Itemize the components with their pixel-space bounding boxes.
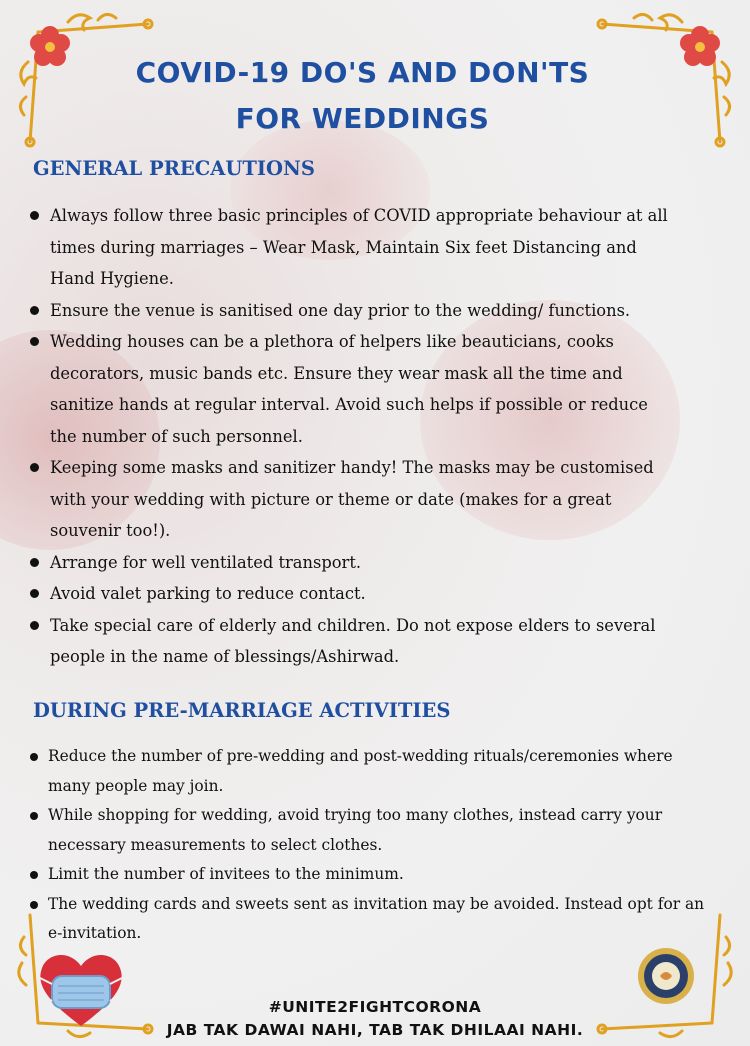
heart-with-mask-icon: [36, 948, 126, 1030]
list-item: Ensure the venue is sanitised one day prior to the wedding/ functions.: [30, 295, 670, 327]
list-item: While shopping for wedding, avoid trying too many clothes, instead carry your necessary measurements to select clothes.: [30, 801, 705, 860]
list-item: Keeping some masks and sanitizer handy! The masks may be customised with your wedding with picture or theme or date (makes for a great souvenir too!).: [30, 452, 670, 547]
list-item: The wedding cards and sweets sent as invitation may be avoided. Instead opt for an e-invitation.: [30, 890, 705, 949]
title-line-1: COVID-19 DO'S AND DON'TS: [135, 56, 590, 89]
list-item: Wedding houses can be a plethora of helpers like beauticians, cooks decorators, music bands etc. Ensure they wear mask all the time and sanitize hands at regular interval. Avoid such helps if possible or reduce the number of such personnel.: [30, 326, 670, 452]
slogan: JAB TAK DAWAI NAHI, TAB TAK DHILAAI NAHI.: [166, 1021, 584, 1039]
title-line-2: FOR WEDDINGS: [235, 102, 490, 135]
general-precautions-heading: GENERAL PRECAUTIONS: [33, 157, 315, 180]
list-item: Arrange for well ventilated transport.: [30, 547, 670, 579]
pre-marriage-list: [30, 742, 705, 949]
list-item: Avoid valet parking to reduce contact.: [30, 578, 670, 610]
government-emblem-icon: [636, 946, 696, 1006]
general-precautions-list: [30, 200, 670, 673]
list-item: Always follow three basic principles of COVID appropriate behaviour at all times during marriages – Wear Mask, Maintain Six feet Distancing and Hand Hygiene.: [30, 200, 670, 295]
page-title: [0, 50, 725, 142]
list-item: Take special care of elderly and children. Do not expose elders to several people in the name of blessings/Ashirwad.: [30, 610, 670, 673]
pre-marriage-heading: DURING PRE-MARRIAGE ACTIVITIES: [33, 699, 451, 722]
list-item: Reduce the number of pre-wedding and post-wedding rituals/ceremonies where many people may join.: [30, 742, 705, 801]
hashtag: #UNITE2FIGHTCORONA: [268, 998, 482, 1016]
list-item: Limit the number of invitees to the minimum.: [30, 860, 705, 890]
